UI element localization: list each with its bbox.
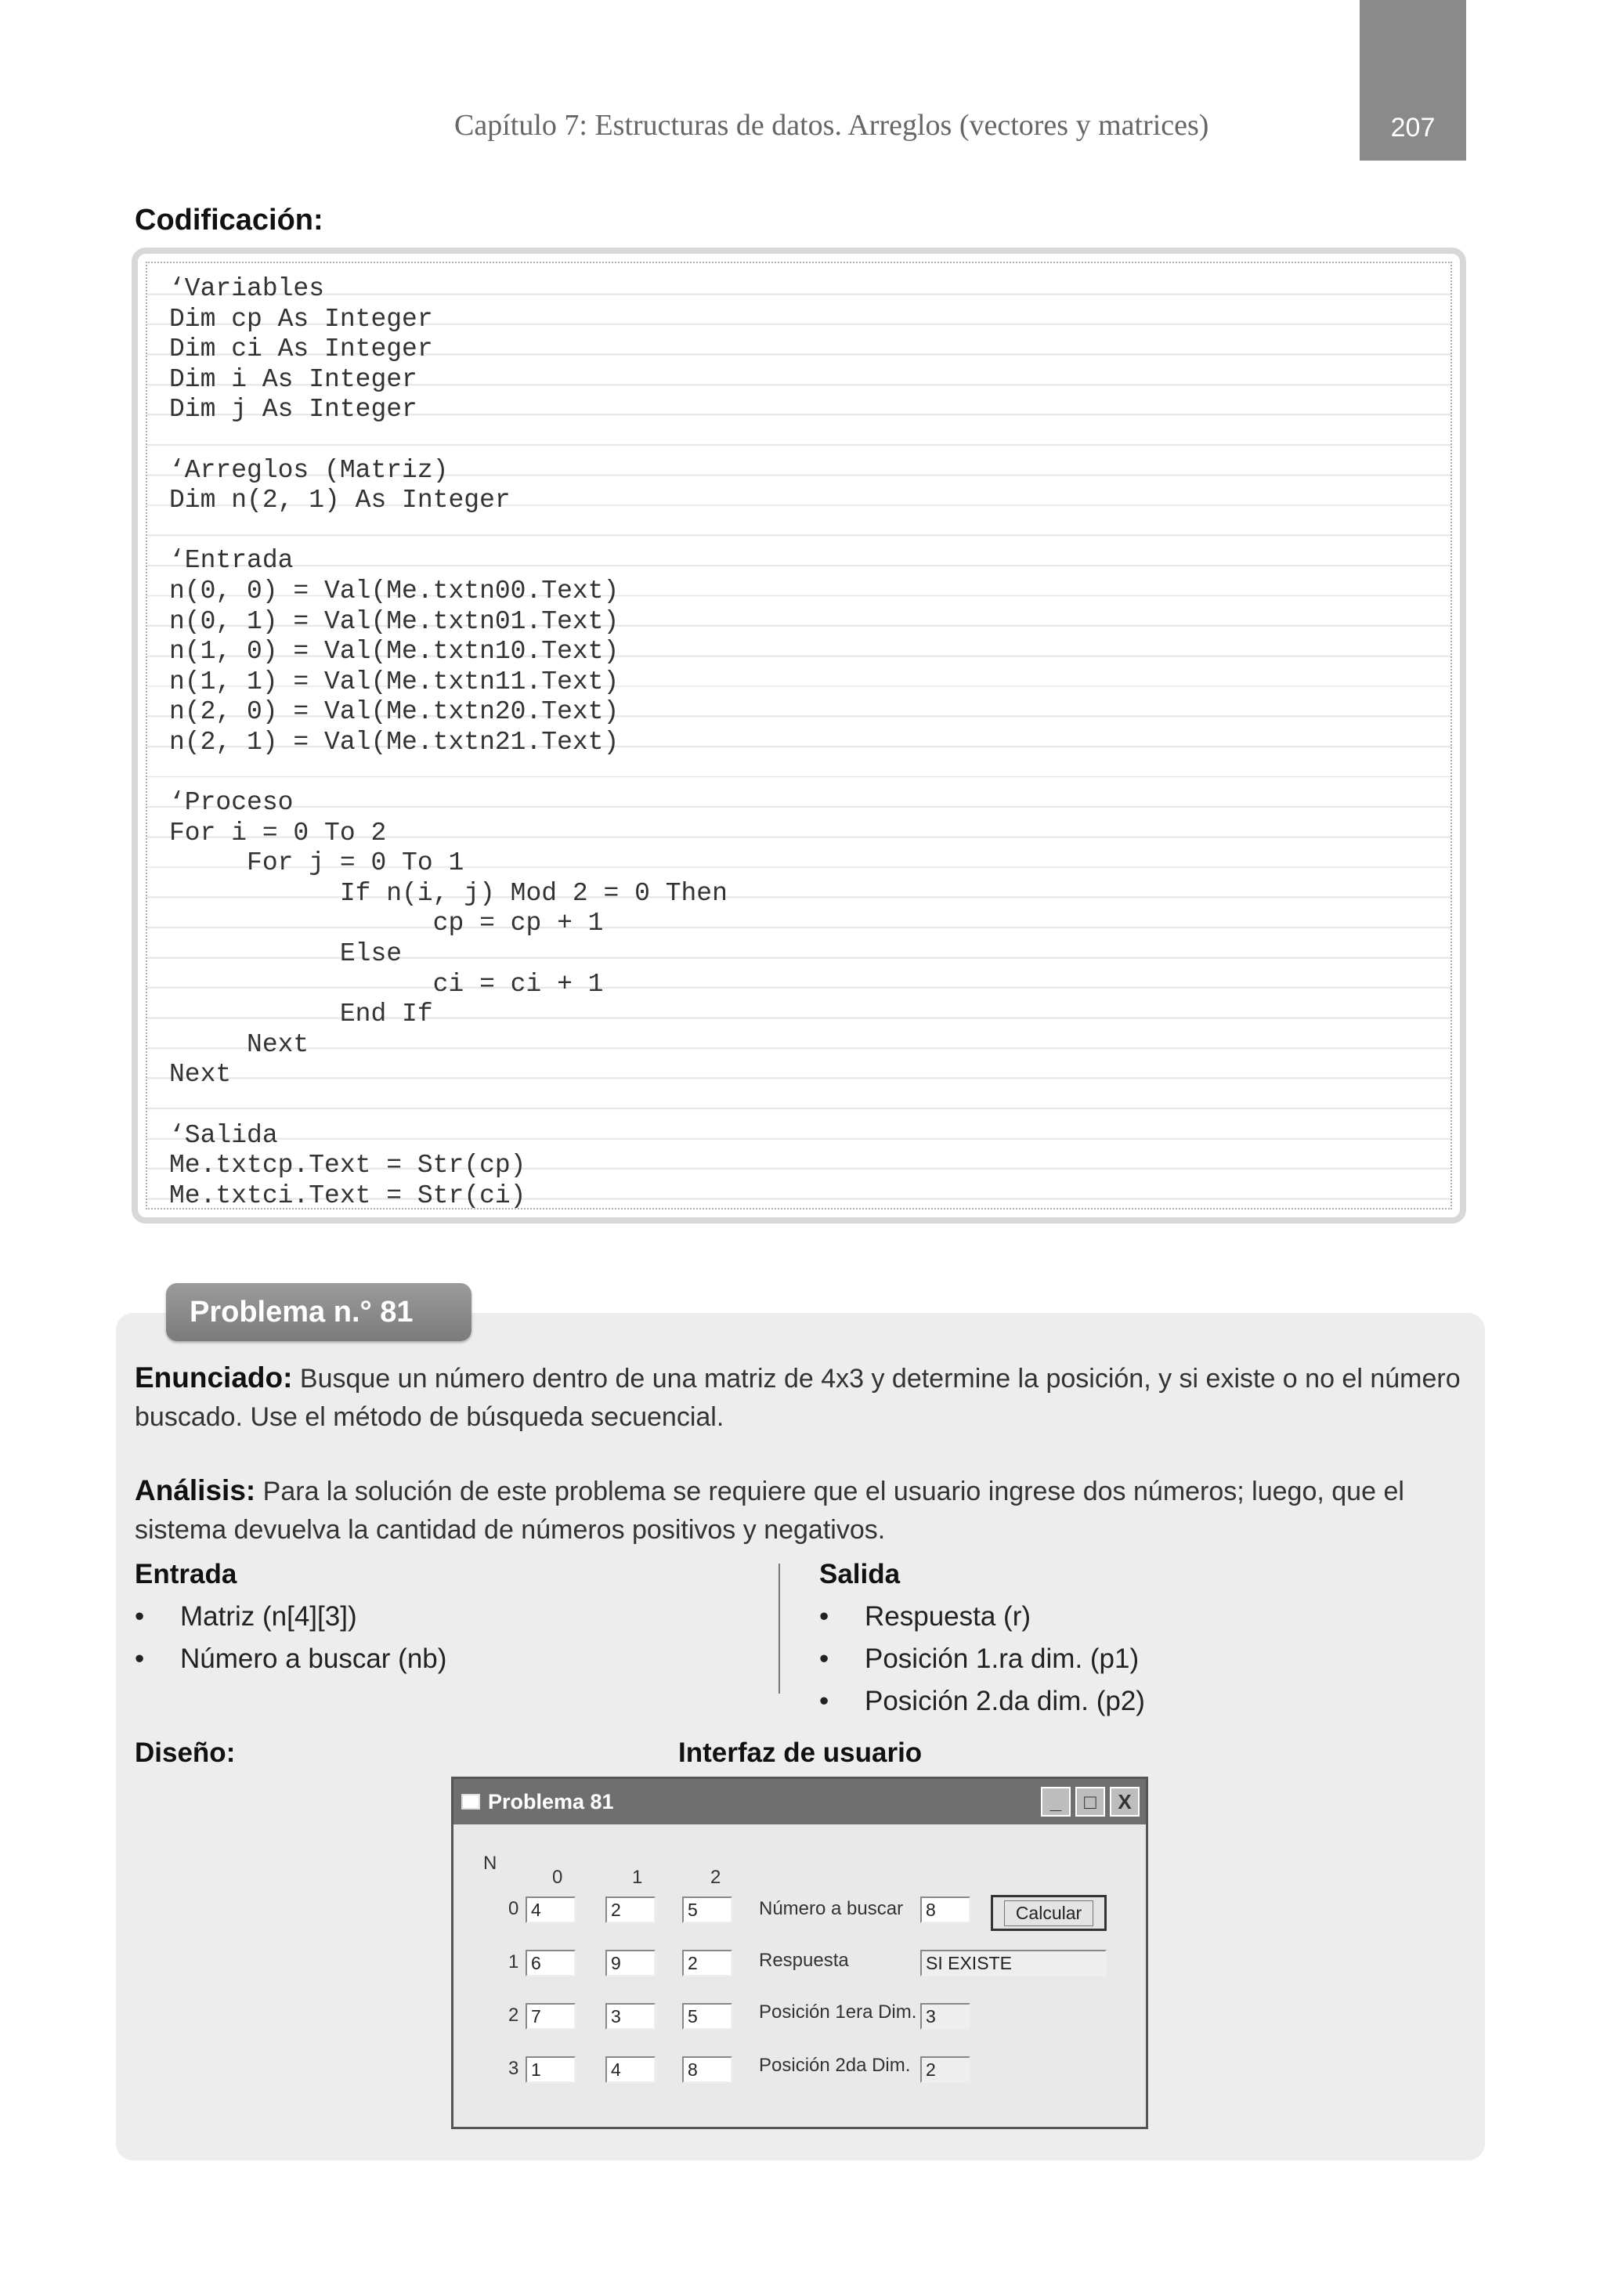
enunciado-paragraph: [135, 1358, 1466, 1437]
chapter-title: Capítulo 7: Estructuras de datos. Arreglos (vectores y matrices): [454, 109, 1209, 142]
txtn30-input[interactable]: 1: [526, 2056, 576, 2083]
numero-buscar-label: Número a buscar: [759, 1898, 904, 1919]
code-listing: ‘Variables Dim cp As Integer Dim ci As Integer Dim i As Integer Dim j As Integer ‘Arreglos (Matriz) Dim n(2, 1) As Integer ‘Entrada n(0, 0) = Val(Me.txtn00.Text) n(0, 1) = Val(Me.txtn01.Text) n(1, 0) = Val(Me.txtn10.Text) n(1, 1) = Val(Me.txtn11.Text) n(2, 0) = Val(Me.txtn20.Text) n(2, 1) = Val(Me.txtn21.Text) ‘Proceso For i = 0 To 2 For j = 0 To 1 If n(i, j) Mod 2 = 0 Then cp = cp + 1 Else ci = ci + 1 End If Next Next ‘Salida Me.txtcp.Text = Str(cp) Me.txtci.Text = Str(ci): [169, 274, 728, 1210]
txtn31-input[interactable]: 4: [605, 2056, 656, 2083]
entrada-item: • Matriz (n[4][3]): [135, 1601, 357, 1632]
entrada-item: • Número a buscar (nb): [135, 1643, 447, 1674]
row-header-3: 3: [508, 2058, 519, 2079]
page-number: 207: [1360, 0, 1466, 161]
enunciado-text: Busque un número dentro de una matriz de 4x3 y determine la posición, y si existe o no el número buscado. Use el método de búsqueda secuencial.: [135, 1364, 1461, 1432]
salida-item: • Posición 1.ra dim. (p1): [819, 1643, 1140, 1674]
row-header-0: 0: [508, 1898, 519, 1919]
enunciado-label: Enunciado:: [135, 1361, 293, 1394]
window-app-icon: [461, 1794, 480, 1810]
col-header-2: 2: [710, 1867, 721, 1888]
interfaz-label: Interfaz de usuario: [678, 1737, 923, 1768]
txtn21-input[interactable]: 3: [605, 2003, 656, 2030]
numero-buscar-input[interactable]: 8: [920, 1896, 970, 1923]
pos2-output: 2: [920, 2056, 970, 2083]
entrada-title: Entrada: [135, 1559, 237, 1589]
txtn01-input[interactable]: 2: [605, 1896, 656, 1923]
codificacion-label: Codificación:: [135, 204, 323, 237]
txtn10-input[interactable]: 6: [526, 1950, 576, 1976]
row-header-2: 2: [508, 2005, 519, 2026]
txtn02-input[interactable]: 5: [682, 1896, 732, 1923]
respuesta-output: SI EXISTE: [920, 1950, 1107, 1976]
calcular-button[interactable]: [991, 1895, 1107, 1931]
respuesta-label: Respuesta: [759, 1950, 849, 1971]
txtn32-input[interactable]: 8: [682, 2056, 732, 2083]
minimize-button[interactable]: _: [1041, 1787, 1071, 1817]
analisis-label: Análisis:: [135, 1474, 256, 1506]
calcular-button-label: Calcular: [1004, 1900, 1093, 1926]
column-divider: [779, 1564, 780, 1694]
txtn22-input[interactable]: 5: [682, 2003, 732, 2030]
problem-tab: Problema n.° 81: [166, 1283, 471, 1341]
problem-81-window: [451, 1777, 1148, 2129]
window-titlebar: [453, 1779, 1146, 1824]
pos1-output: 3: [920, 2003, 970, 2030]
window-title: Problema 81: [488, 1789, 614, 1813]
code-box: [132, 248, 1466, 1224]
diseno-label: Diseño:: [135, 1737, 236, 1768]
col-header-0: 0: [552, 1867, 563, 1888]
salida-item: • Respuesta (r): [819, 1601, 1031, 1632]
close-button[interactable]: X: [1110, 1787, 1140, 1817]
salida-item: • Posición 2.da dim. (p2): [819, 1686, 1145, 1716]
salida-title: Salida: [819, 1559, 901, 1589]
analisis-paragraph: [135, 1471, 1466, 1549]
col-header-1: 1: [632, 1867, 643, 1888]
pos2-label: Posición 2da Dim.: [759, 2055, 911, 2076]
pos1-label: Posición 1era Dim.: [759, 2001, 917, 2023]
txtn11-input[interactable]: 9: [605, 1950, 656, 1976]
analisis-text: Para la solución de este problema se requiere que el usuario ingrese dos números; luego, que el sistema devuelva la cantidad de números positivos y negativos.: [135, 1477, 1404, 1545]
txtn00-input[interactable]: 4: [526, 1896, 576, 1923]
txtn12-input[interactable]: 2: [682, 1950, 732, 1976]
row-header-1: 1: [508, 1951, 519, 1972]
txtn20-input[interactable]: 7: [526, 2003, 576, 2030]
maximize-button[interactable]: □: [1075, 1787, 1105, 1817]
matrix-n-label: N: [483, 1853, 497, 1874]
code-lined-area: [146, 262, 1452, 1209]
